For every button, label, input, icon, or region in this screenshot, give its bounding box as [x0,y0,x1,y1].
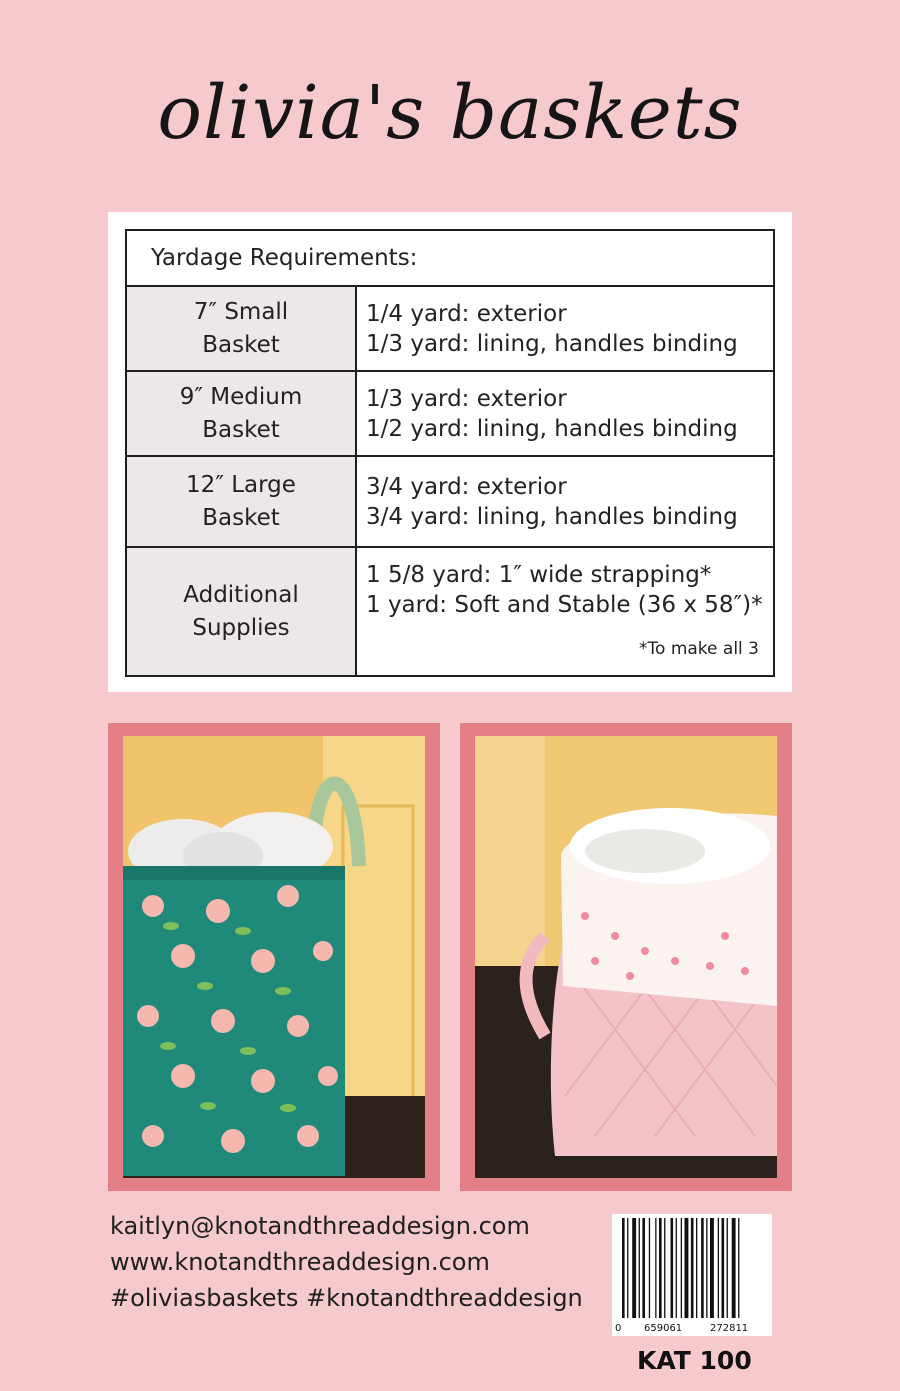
row-value [356,286,774,371]
row-value-line: 1/4 yard: exterior [366,300,567,327]
footnote: *To make all 3 [639,638,759,659]
row-value [356,371,774,456]
row-label [126,371,356,456]
row-value-line: 1/3 yard: exterior [366,385,567,412]
row-label-line: 7″ Small [193,298,289,325]
barcode-right-group: 272811 [710,1323,749,1334]
row-label-line: 12″ Large [186,471,296,498]
row-value-line: 1 5/8 yard: 1″ wide strapping* [366,561,712,588]
row-value [356,456,774,547]
row-value-line: 3/4 yard: lining, handles binding [366,503,738,530]
table-row [126,456,774,547]
row-label-line: Additional [183,581,299,608]
row-value-line: 1 yard: Soft and Stable (36 x 58″)* [366,591,763,618]
row-value-line: 1/3 yard: lining, handles binding [366,330,738,357]
table-row [126,547,774,676]
row-label [126,456,356,547]
table-row [126,286,774,371]
teal-basket-photo [123,736,425,1178]
row-label-line: Basket [202,331,280,358]
yardage-header: Yardage Requirements: [126,230,774,286]
barcode-left-group: 659061 [644,1323,683,1334]
sku-label: KAT 100 [637,1346,752,1375]
photo-frame-left [108,723,440,1191]
barcode-lead-digit: 0 [615,1323,622,1334]
row-value [356,547,774,676]
row-value-line: 3/4 yard: exterior [366,473,567,500]
pink-basket-photo [475,736,777,1178]
row-label-line: Basket [202,504,280,531]
website-text: www.knotandthreaddesign.com [110,1248,490,1276]
pink-basket-illustration [475,736,777,1178]
table-row [126,371,774,456]
photo-frame-right [460,723,792,1191]
row-label-line: Basket [202,416,280,443]
row-label-line: Supplies [192,614,290,641]
table-header-row [126,230,774,286]
yardage-card [108,212,792,692]
row-value-line: 1/2 yard: lining, handles binding [366,415,738,442]
pattern-title: olivia's baskets [157,70,743,156]
yardage-table [125,229,775,677]
contact-info [110,1208,583,1316]
row-label-line: 9″ Medium [179,383,303,410]
teal-basket-illustration [123,736,425,1178]
email-text: kaitlyn@knotandthreaddesign.com [110,1212,530,1240]
barcode [612,1214,772,1336]
row-label [126,547,356,676]
row-label [126,286,356,371]
hashtags-text: #oliviasbaskets #knotandthreaddesign [110,1284,583,1312]
